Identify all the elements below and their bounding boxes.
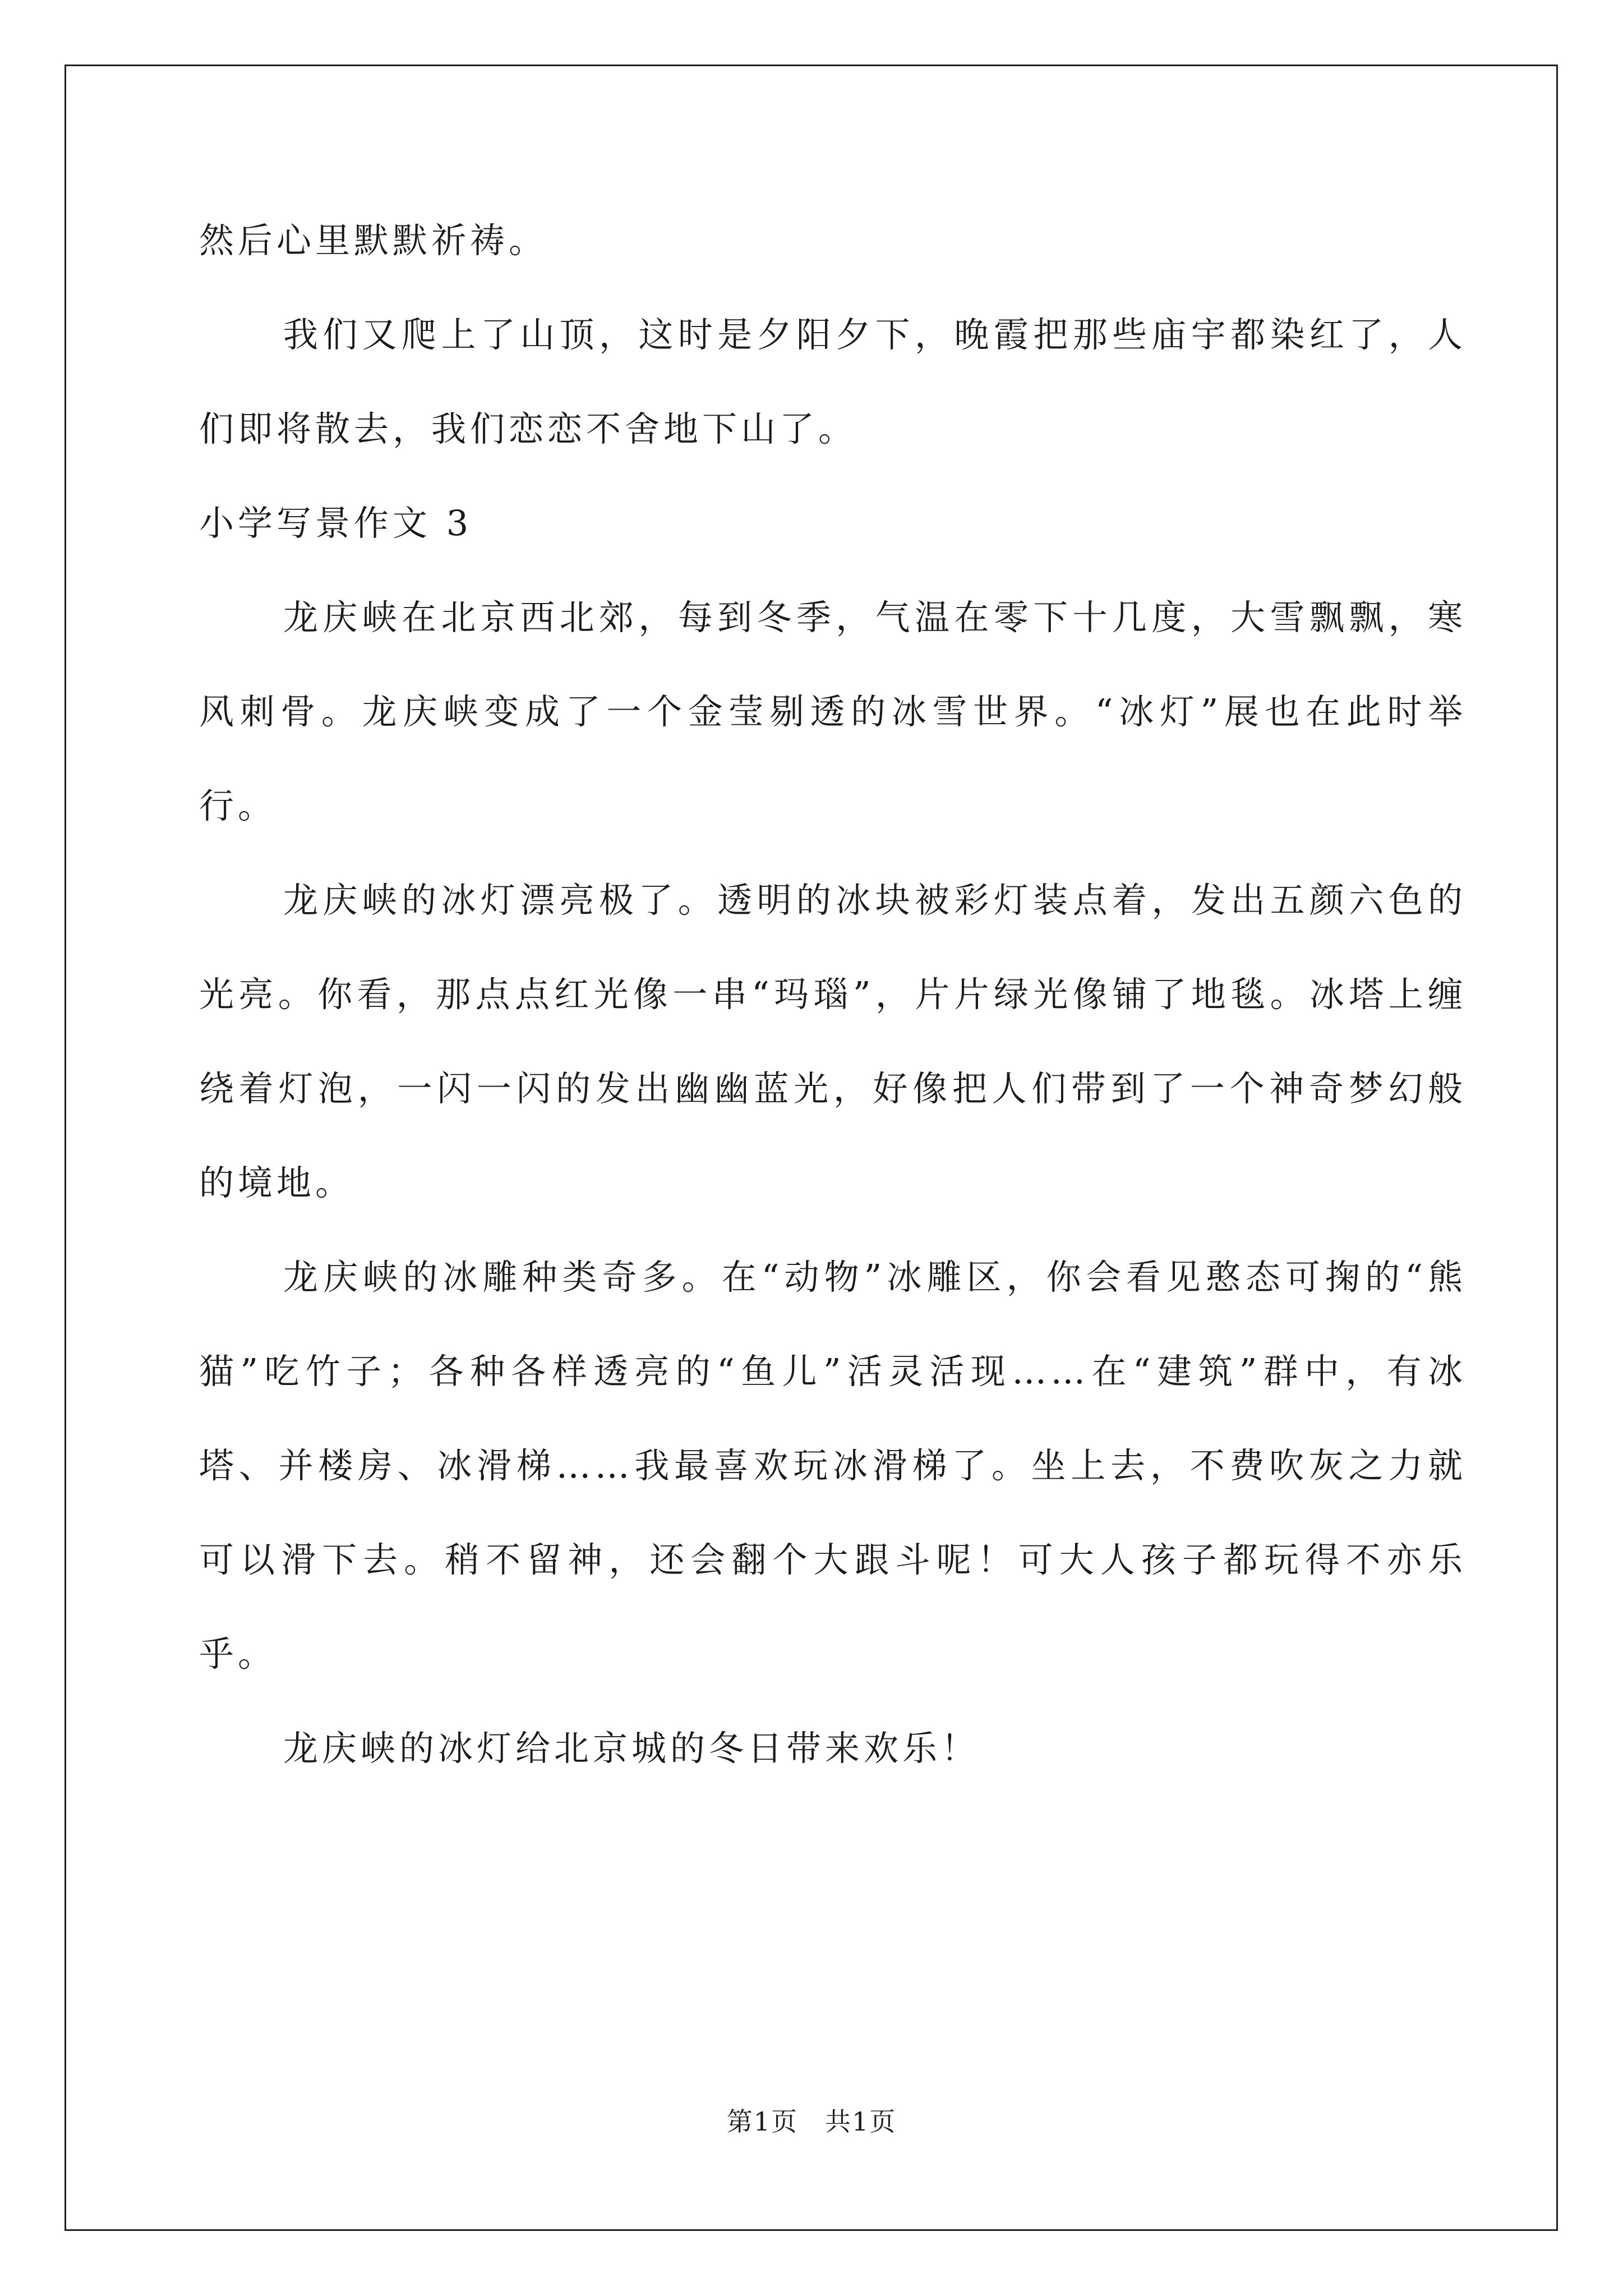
section-heading: 小学写景作文 3 [199, 503, 473, 544]
paragraph: 我们又爬上了山顶，这时是夕阳夕下，晚霞把那些庙宇都染红了，人们即将散去，我们恋恋不舍地下山了。 [199, 314, 1467, 449]
page-number: 第1页 [726, 2106, 798, 2137]
paragraph-continuation: 然后心里默默祈祷。 [199, 220, 548, 261]
paragraph: 龙庆峡的冰雕种类奇多。在“动物”冰雕区，你会看见憨态可掬的“熊猫”吃竹子；各种各样透亮的“鱼儿”活灵活现……在“建筑”群中，有冰塔、并楼房、冰滑梯……我最喜欢玩冰滑梯了。坐上去，不费吹灰之力就可以滑下去。稍不留神，还会翻个大跟斗呢！可大人孩子都玩得不亦乐乎。 [199, 1257, 1467, 1674]
paragraph: 龙庆峡的冰灯给北京城的冬日带来欢乐！ [283, 1728, 980, 1769]
paragraph: 龙庆峡在北京西北郊，每到冬季，气温在零下十几度，大雪飘飘，寒风刺骨。龙庆峡变成了一个金莹剔透的冰雪世界。“冰灯”展也在此时举行。 [199, 597, 1467, 826]
page-total: 共1页 [825, 2106, 897, 2137]
paragraph: 龙庆峡的冰灯漂亮极了。透明的冰块被彩灯装点着，发出五颜六色的光亮。你看，那点点红光像一串“玛瑙”，片片绿光像铺了地毯。冰塔上缠绕着灯泡，一闪一闪的发出幽幽蓝光，好像把人们带到了一个神奇梦幻般的境地。 [199, 880, 1467, 1203]
page-footer [0, 2105, 1623, 2138]
document-body [199, 194, 1467, 1796]
